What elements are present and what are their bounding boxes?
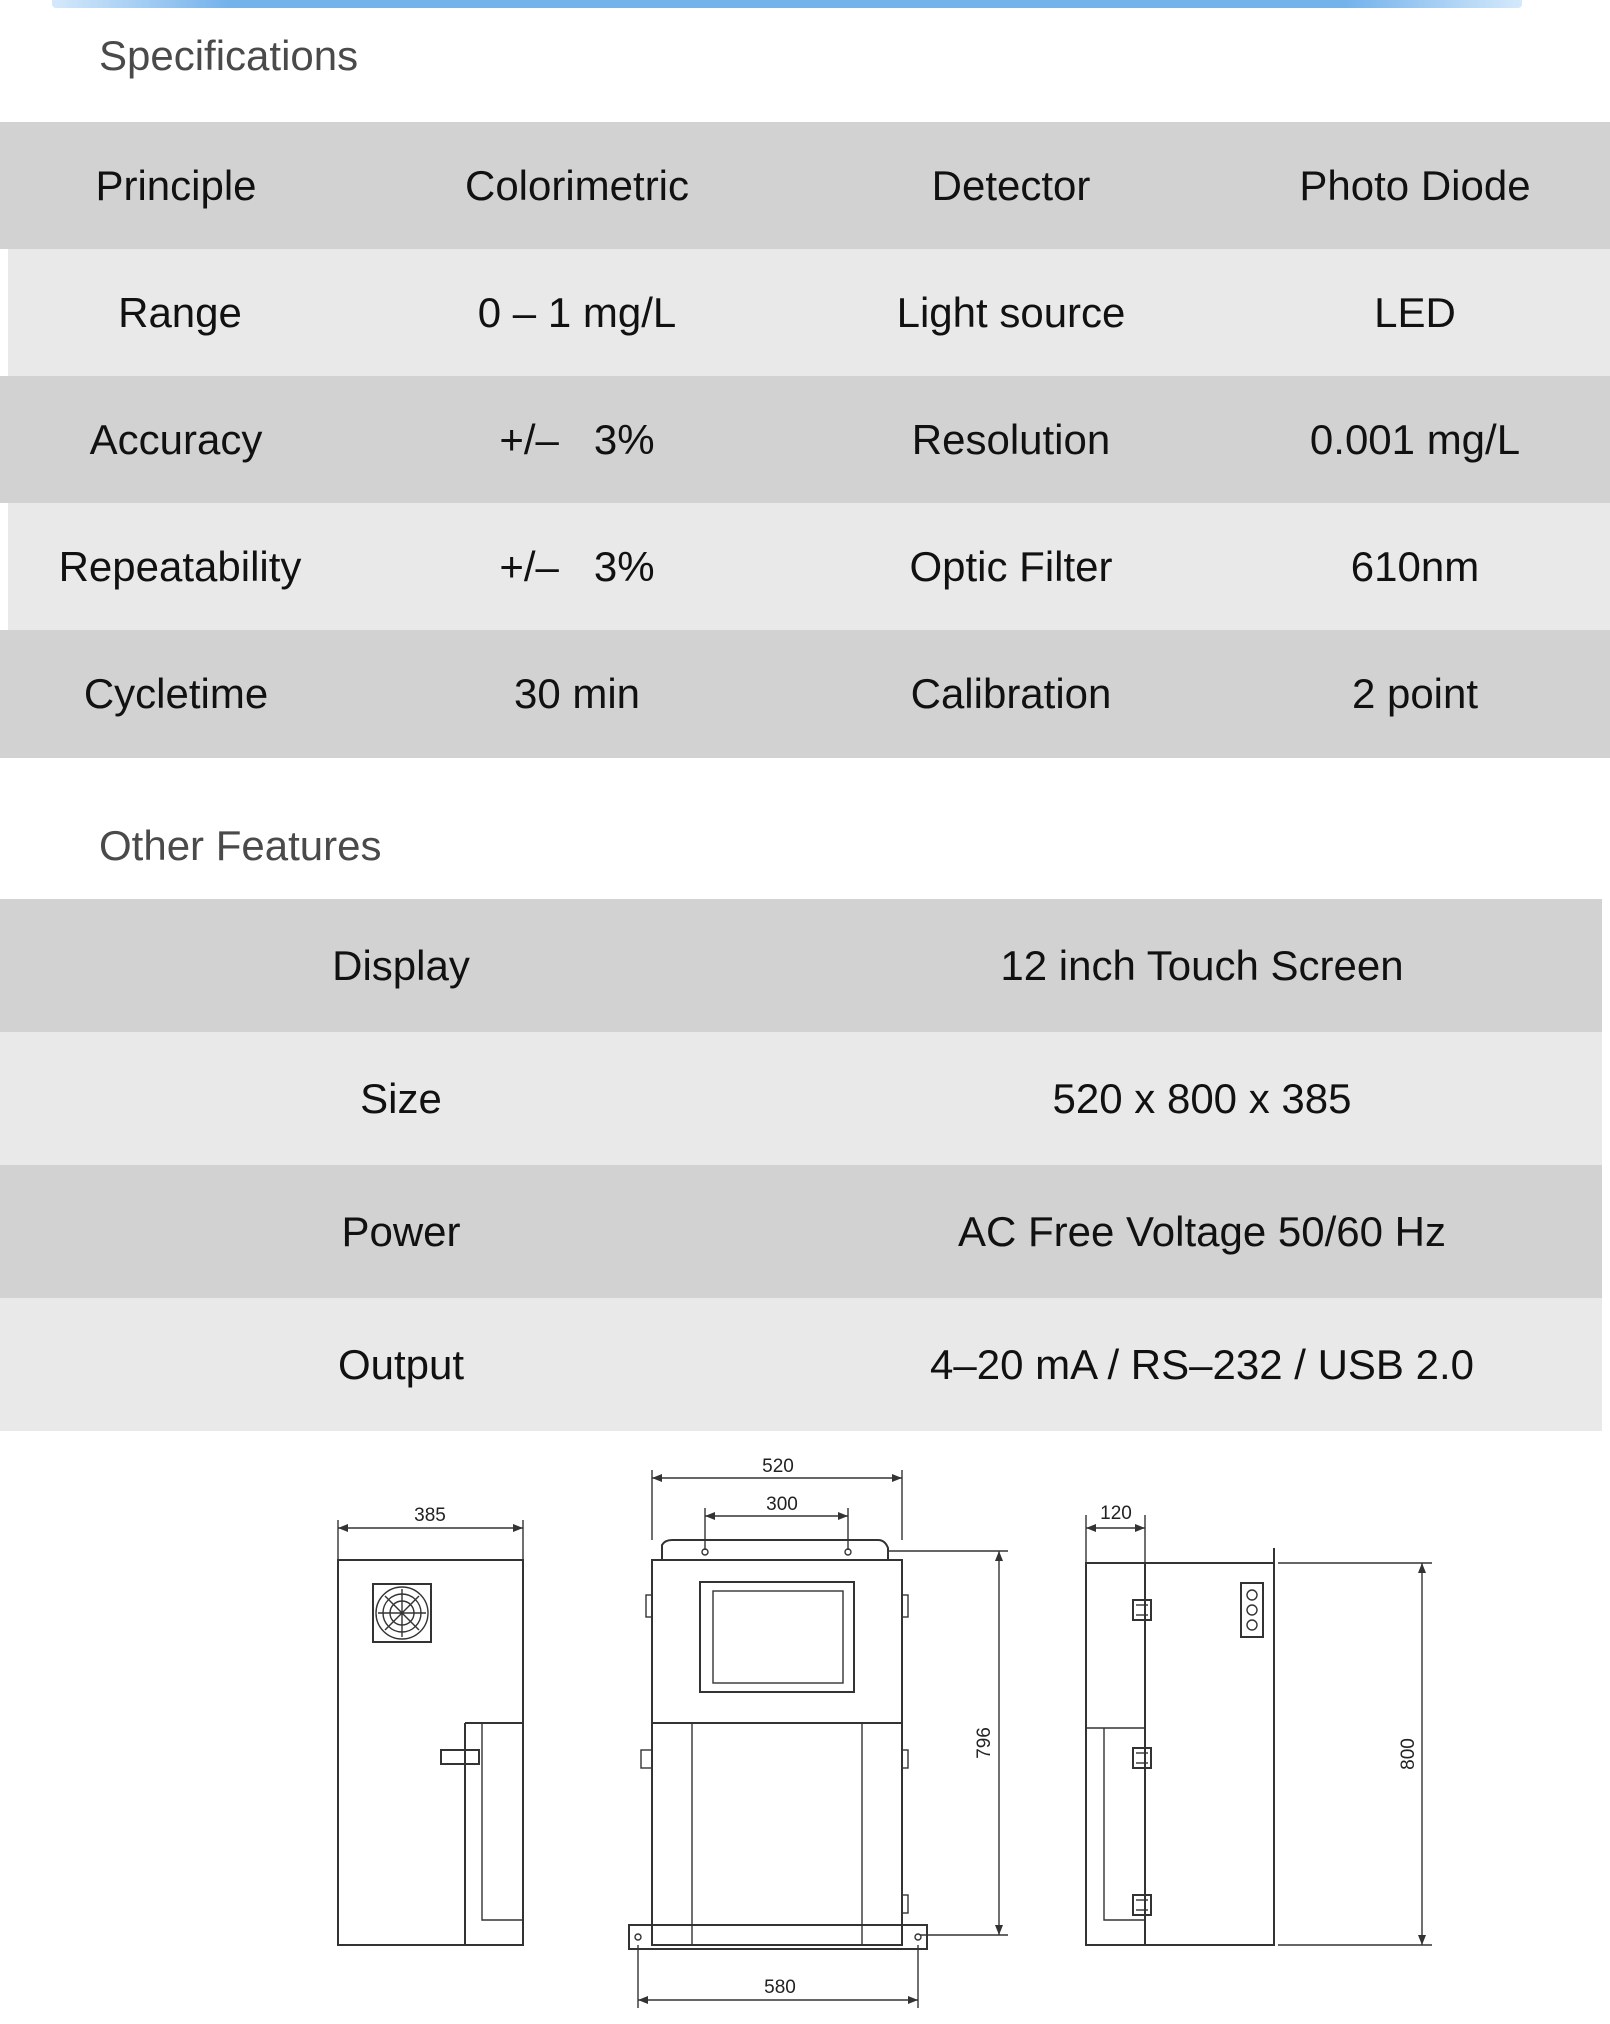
dim-front-height: 796	[974, 1727, 995, 1759]
spec-label: Accuracy	[89, 415, 263, 463]
spec-label: Repeatability	[58, 542, 302, 590]
other-features-title: Other Features	[99, 822, 382, 869]
spec-label: Calibration	[910, 670, 1112, 717]
spec-label: Light source	[896, 288, 1126, 336]
table-row	[0, 1032, 1602, 1165]
spec-value: 2 point	[1351, 670, 1479, 717]
spec-value: +/– 3%	[499, 415, 655, 463]
fan-icon	[373, 1584, 431, 1642]
spec-value: Photo Diode	[1299, 161, 1531, 209]
feature-value: 4–20 mA / RS–232 / USB 2.0	[930, 1340, 1474, 1388]
spec-label: Resolution	[911, 415, 1111, 463]
dim-right-height: 800	[1398, 1738, 1419, 1770]
dim-panel-width: 300	[766, 1494, 798, 1515]
dim-base-width: 580	[764, 1977, 796, 1998]
spec-label: Detector	[931, 161, 1091, 209]
side-view	[338, 1505, 523, 1945]
spec-value: 0 – 1 mg/L	[477, 288, 677, 336]
table-row	[8, 503, 1610, 630]
table-row	[0, 376, 1610, 503]
table-row	[8, 249, 1610, 376]
dim-front-width: 520	[762, 1456, 794, 1477]
spec-label: Principle	[95, 161, 257, 209]
table-row	[0, 122, 1610, 249]
feature-label: Size	[360, 1074, 442, 1122]
specifications-title: Specifications	[99, 32, 359, 79]
table-row	[0, 1298, 1602, 1431]
spec-value: LED	[1374, 288, 1456, 336]
spec-value: Colorimetric	[464, 161, 690, 209]
dim-side-width: 385	[414, 1505, 446, 1526]
spec-value: 610nm	[1350, 542, 1480, 590]
table-row	[0, 899, 1602, 1032]
front-view	[629, 1456, 1008, 2008]
spec-value: 0.001 mg/L	[1309, 415, 1521, 463]
dim-right-depth: 120	[1100, 1503, 1132, 1524]
top-accent-bar	[52, 0, 1522, 8]
feature-value: AC Free Voltage 50/60 Hz	[958, 1207, 1446, 1255]
feature-value: 520 x 800 x 385	[1052, 1074, 1352, 1122]
feature-value: 12 inch Touch Screen	[1000, 941, 1404, 989]
spec-value: +/– 3%	[499, 542, 655, 590]
spec-label: Range	[118, 288, 242, 336]
feature-label: Power	[341, 1207, 461, 1255]
spec-label: Cycletime	[83, 670, 269, 717]
table-row	[0, 630, 1610, 758]
dimension-drawing	[0, 1440, 1610, 2024]
table-row	[0, 1165, 1602, 1298]
spec-label: Optic Filter	[909, 542, 1113, 590]
feature-label: Output	[337, 1340, 465, 1388]
spec-value: 30 min	[513, 670, 641, 717]
feature-label: Display	[332, 941, 470, 989]
right-view	[1086, 1503, 1432, 1945]
